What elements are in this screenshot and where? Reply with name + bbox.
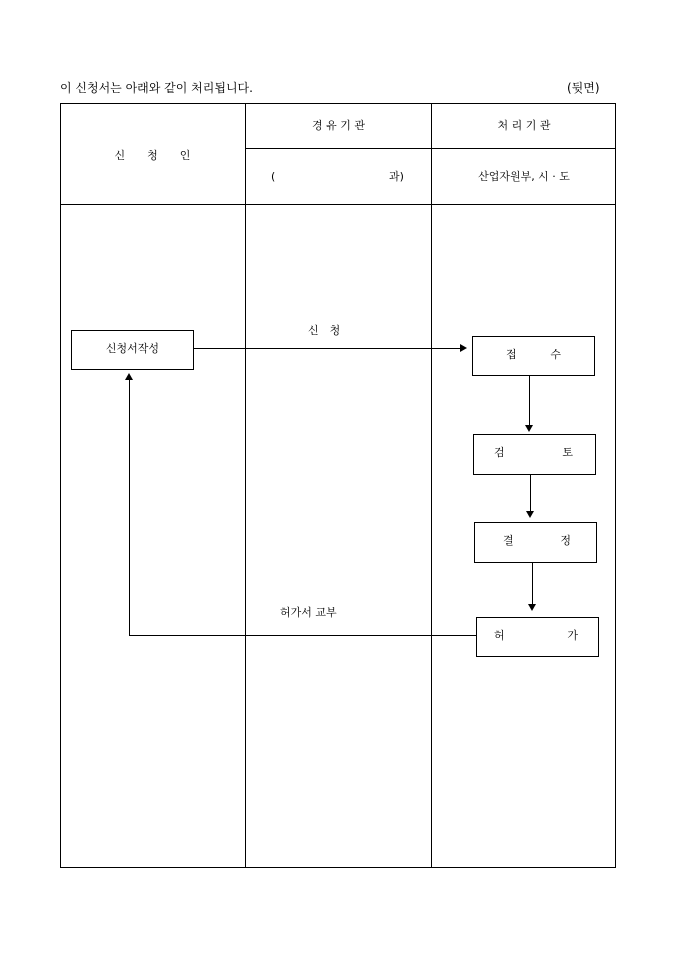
- return-arrow-vertical: [129, 380, 130, 636]
- permit-box: [476, 617, 599, 657]
- write-application-box: [71, 330, 194, 370]
- apply-label: 신 청: [308, 324, 341, 337]
- header-processing-agency: 처 리 기 관: [497, 119, 551, 132]
- arrow-review-decision-head: [526, 511, 534, 518]
- review-label-1: 검: [494, 446, 505, 459]
- receipt-label-2: 수: [550, 348, 561, 361]
- review-label-2: 토: [562, 446, 573, 459]
- header-via-sub-close: 과): [389, 170, 404, 183]
- header-subdivider: [245, 148, 616, 149]
- receipt-label-1: 접: [506, 348, 517, 361]
- arrow-decision-permit-line: [532, 563, 533, 605]
- permit-delivery-label: 허가서 교부: [280, 606, 337, 619]
- return-arrow-head: [125, 373, 133, 380]
- header-applicant: 신 청 인: [114, 149, 191, 162]
- decision-label-2: 정: [560, 534, 571, 547]
- write-application-label: 신청서작성: [105, 342, 160, 355]
- process-table: [60, 103, 616, 868]
- return-arrow-horizontal: [129, 635, 476, 636]
- header-bottom-line: [60, 204, 616, 205]
- column-divider-2: [431, 103, 432, 868]
- permit-label-1: 허: [494, 629, 505, 642]
- header-processing-sub: 산업자원부, 시 · 도: [478, 170, 570, 183]
- permit-label-2: 가: [567, 629, 578, 642]
- page-side-label: (뒷면): [567, 81, 600, 95]
- intro-text: 이 신청서는 아래와 같이 처리됩니다.: [60, 81, 253, 95]
- header-via-sub-open: (: [271, 170, 276, 183]
- review-box: [473, 434, 596, 475]
- arrow-decision-permit-head: [528, 604, 536, 611]
- arrow-review-decision-line: [530, 475, 531, 512]
- decision-label-1: 결: [503, 534, 514, 547]
- column-divider-1: [245, 103, 246, 868]
- decision-box: [474, 522, 597, 563]
- arrow-receipt-review-head: [525, 425, 533, 432]
- apply-arrow-line: [194, 348, 460, 349]
- arrow-receipt-review-line: [529, 376, 530, 426]
- receipt-box: [472, 336, 595, 376]
- header-via-agency: 경 유 기 관: [312, 119, 365, 132]
- apply-arrow-head: [460, 344, 467, 352]
